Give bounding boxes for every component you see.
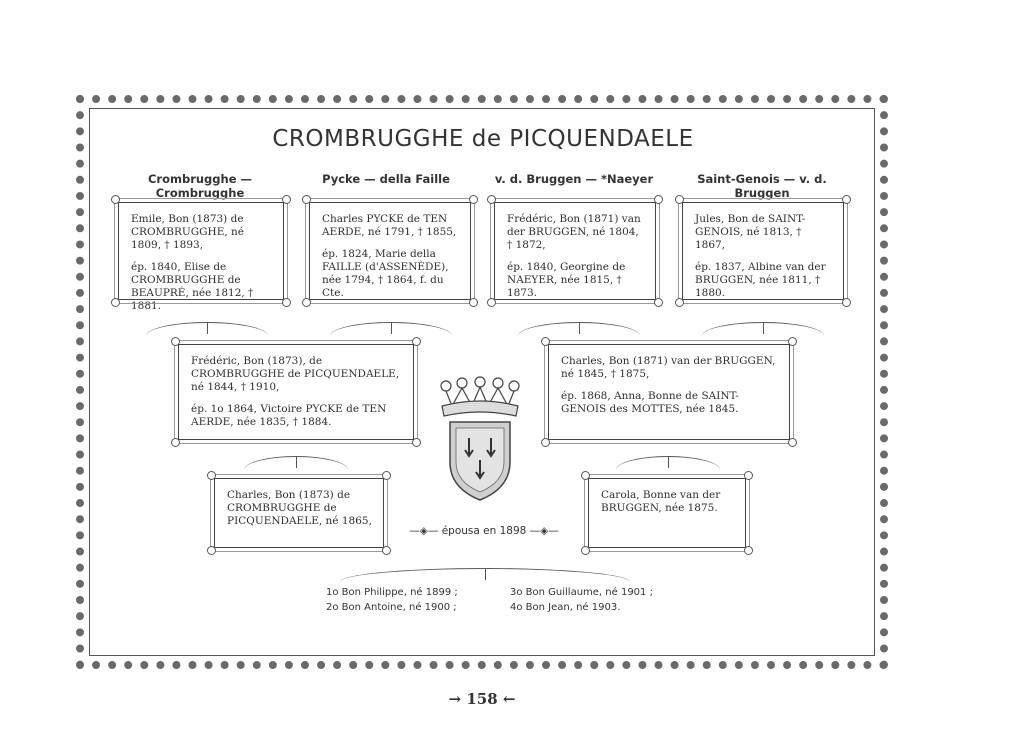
children-list-right: [510, 585, 680, 615]
wife-box: [588, 478, 746, 548]
grandparent-wife: ép. 1840, Elise de CROMBRUGGHE de BEAUPRÉ, née 1812, † 1881.: [131, 261, 254, 312]
wife-text: Carola, Bonne van der BRUGGEN, née 1875.: [601, 489, 721, 514]
husband-box: [214, 478, 384, 548]
corner-ornament: [382, 546, 391, 555]
grandparent-husband: Charles PYCKE de TEN AERDE, né 1791, † 1855,: [322, 213, 457, 238]
corner-ornament: [744, 471, 753, 480]
marriage-note: [404, 525, 564, 537]
corner-ornament: [412, 337, 421, 346]
corner-ornament: [842, 195, 851, 204]
child-item: 2o Bon Antoine, né 1900 ;: [326, 602, 457, 613]
grandparent-wife: ép. 1840, Georgine de NAEYER, née 1815, † 1873.: [507, 261, 626, 299]
corner-ornament: [581, 471, 590, 480]
corner-ornament: [469, 195, 478, 204]
corner-ornament: [541, 438, 550, 447]
grandparent-wife: ép. 1837, Albine van der BRUGGEN, née 1811, † 1880.: [695, 261, 826, 299]
grandparents-box-pycke: [309, 202, 471, 300]
parent-mother: ép. 1868, Anna, Bonne de SAINT-GENOIS des MOTTES, née 1845.: [561, 390, 739, 415]
column-heading-3: v. d. Bruggen — *Naeyer: [494, 172, 654, 186]
grandparents-box-saint-genois: [682, 202, 844, 300]
corner-ornament: [302, 298, 311, 307]
corner-ornament: [171, 438, 180, 447]
corner-ornament: [412, 438, 421, 447]
parent-father: Frédéric, Bon (1873), de CROMBRUGGHE de PICQUENDAELE, né 1844, † 1910,: [191, 355, 400, 393]
grandparent-husband: Frédéric, Bon (1871) van der BRUGGEN, né 1804, † 1872,: [507, 213, 641, 251]
corner-ornament: [541, 337, 550, 346]
crown-icon: [441, 377, 519, 416]
corner-ornament: [111, 298, 120, 307]
corner-ornament: [171, 337, 180, 346]
child-item: 1o Bon Philippe, né 1899 ;: [326, 587, 458, 598]
corner-ornament: [207, 471, 216, 480]
children-list-left: [326, 585, 496, 615]
corner-ornament: [302, 195, 311, 204]
corner-ornament: [469, 298, 478, 307]
grandparents-box-crombrugghe: [118, 202, 284, 312]
parent-father: Charles, Bon (1871) van der BRUGGEN, né 1845, † 1875,: [561, 355, 776, 380]
parents-box-van-der-bruggen: [548, 344, 790, 440]
page-title: CROMBRUGGHE de PICQUENDAELE: [272, 126, 694, 152]
corner-ornament: [675, 195, 684, 204]
corner-ornament: [282, 195, 291, 204]
column-heading-1: Crombrugghe — Crombrugghe: [147, 172, 253, 200]
ornament-icon: →: [448, 690, 467, 708]
corner-ornament: [788, 337, 797, 346]
corner-ornament: [487, 195, 496, 204]
corner-ornament: [654, 195, 663, 204]
corner-ornament: [487, 298, 496, 307]
parent-mother: ép. 1o 1864, Victoire PYCKE de TEN AERDE, née 1835, † 1884.: [191, 403, 387, 428]
corner-ornament: [581, 546, 590, 555]
grandparent-husband: Emile, Bon (1873) de CROMBRUGGHE, né 1809, † 1893,: [131, 213, 245, 251]
corner-ornament: [282, 298, 291, 307]
corner-ornament: [842, 298, 851, 307]
corner-ornament: [207, 546, 216, 555]
ornament-left-icon: —◈—: [409, 525, 442, 537]
ornament-icon: ←: [497, 690, 516, 708]
ornament-right-icon: —◈—: [526, 525, 559, 537]
corner-ornament: [654, 298, 663, 307]
corner-ornament: [382, 471, 391, 480]
marriage-text: épousa en 1898: [441, 525, 527, 537]
grandparent-wife: ép. 1824, Marie della FAILLE (d'ASSENÈDE), née 1794, † 1864, f. du Cte.: [322, 248, 449, 299]
corner-ornament: [744, 546, 753, 555]
page-number: [432, 690, 532, 708]
husband-text: Charles, Bon (1873) de CROMBRUGGHE de PICQUENDAELE, né 1865,: [227, 489, 372, 527]
column-heading-2: Pycke — della Faille: [322, 172, 450, 186]
child-item: 3o Bon Guillaume, né 1901 ;: [510, 587, 653, 598]
corner-ornament: [111, 195, 120, 204]
corner-ornament: [788, 438, 797, 447]
coat-of-arms: [432, 376, 528, 506]
page-number-text: 158: [466, 690, 498, 708]
grandparents-box-van-der-bruggen: [494, 202, 656, 300]
column-heading-4: Saint-Genois — v. d. Bruggen: [697, 172, 827, 200]
grandparent-husband: Jules, Bon de SAINT-GENOIS, né 1813, † 1867,: [695, 213, 806, 251]
corner-ornament: [675, 298, 684, 307]
parents-box-crombrugghe: [178, 344, 414, 440]
child-item: 4o Bon Jean, né 1903.: [510, 602, 621, 613]
